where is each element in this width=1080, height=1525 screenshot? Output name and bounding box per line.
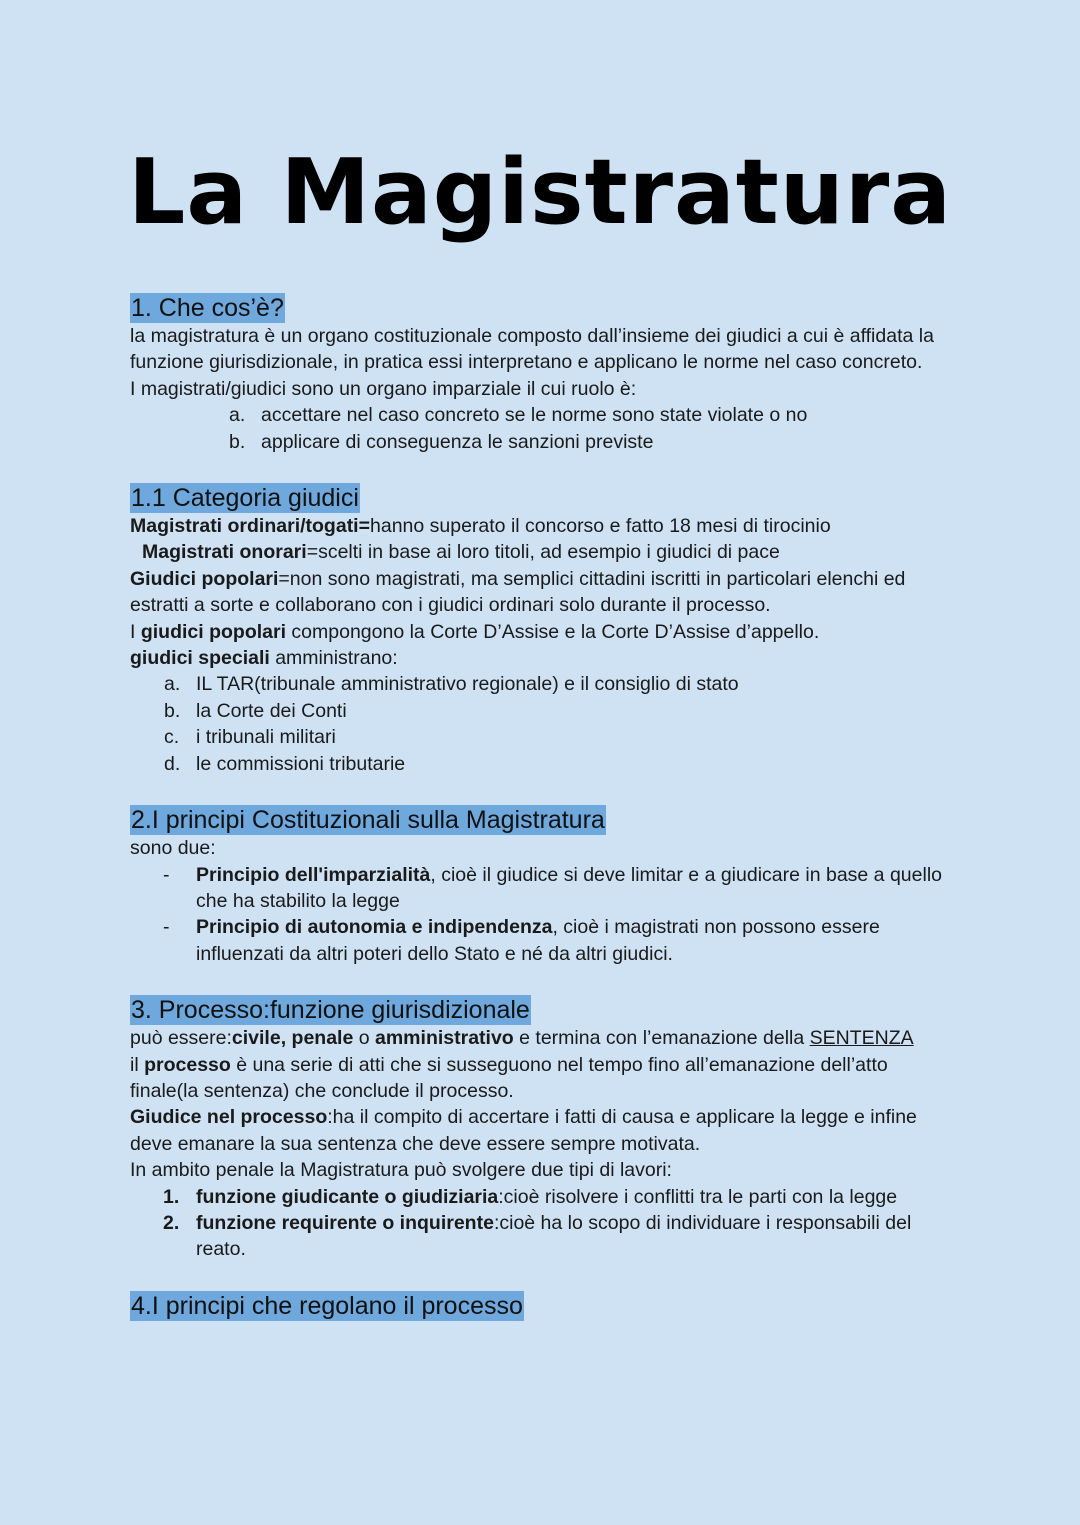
paragraph: può essere:civile, penale o amministrativo e termina con l’emanazione della SENTENZA xyxy=(130,1027,914,1050)
paragraph: I magistrati/giudici sono un organo imparziale il cui ruolo è: xyxy=(130,377,637,400)
list-item: d. le commissioni tributarie xyxy=(164,752,406,775)
list-item: c. i tribunali militari xyxy=(164,726,336,749)
paragraph: sono due: xyxy=(130,837,216,860)
special-judges-list xyxy=(164,671,950,777)
list-item: - Principio di autonomia e indipendenza, cioè i magistrati non possono essere influenzati da altri poteri dello Stato e né da altri giudici. xyxy=(163,916,880,965)
paragraph: la magistratura è un organo costituzionale composto dall’insieme dei giudici a cui è affidata la funzione giurisdizionale, in pratica essi interpretano e applicano le norme nel caso concreto. xyxy=(130,325,934,374)
paragraph: il processo è una serie di atti che si susseguono nel tempo fino all’emanazione dell’atto finale(la sentenza) che conclude il processo. xyxy=(130,1053,888,1102)
section-heading: 1. Che cos’è? xyxy=(131,294,284,322)
role-list xyxy=(229,402,950,455)
list-item: 1. funzione giudicante o giudiziaria:cioè risolvere i conflitti tra le parti con la legge xyxy=(163,1185,898,1208)
section-heading: 3. Processo:funzione giurisdizionale xyxy=(131,996,530,1025)
section-heading: 4.I principi che regolano il processo xyxy=(131,1291,523,1320)
list-item: b. applicare di conseguenza le sanzioni previste xyxy=(229,430,654,453)
page-title: La Magistratura xyxy=(128,140,952,245)
paragraph: Giudice nel processo:ha il compito di accertare i fatti di causa e applicare la legge e infine deve emanare la sua sentenza che deve essere sempre motivata. xyxy=(130,1106,917,1155)
paragraph: In ambito penale la Magistratura può svolgere due tipi di lavori: xyxy=(130,1159,672,1182)
section-heading: 2.I principi Costituzionali sulla Magistratura xyxy=(131,806,605,835)
functions-list xyxy=(163,1184,950,1263)
section-constitutional-principles xyxy=(130,805,950,967)
list-item: 2. funzione requirente o inquirente:cioè ha lo scopo di individuare i responsabili del reato. xyxy=(163,1211,912,1261)
document-body xyxy=(130,293,950,1321)
section-process-principles xyxy=(130,1291,950,1321)
section-heading: 1.1 Categoria giudici xyxy=(131,484,359,513)
paragraph: Giudici popolari=non sono magistrati, ma semplici cittadini iscritti in particolari elenchi ed estratti a sorte e collaborano con i giudici ordinari solo durante il processo. xyxy=(130,567,906,617)
paragraph: giudici speciali amministrano: xyxy=(130,647,398,670)
section-process xyxy=(130,995,950,1263)
paragraph: Magistrati ordinari/togati=hanno superato il concorso e fatto 18 mesi di tirocinio xyxy=(130,515,831,538)
paragraph: I giudici popolari compongono la Corte D’Assise e la Corte D’Assise d’appello. xyxy=(130,620,820,643)
section-judge-categories xyxy=(130,483,950,777)
principles-list xyxy=(163,862,950,968)
section-what-is xyxy=(130,293,950,455)
list-item: - Principio dell'imparzialità, cioè il giudice si deve limitar e a giudicare in base a quello che ha stabilito la legge xyxy=(163,863,942,912)
paragraph: Magistrati onorari=scelti in base ai loro titoli, ad esempio i giudici di pace xyxy=(142,541,780,564)
list-item: a. accettare nel caso concreto se le norme sono state violate o no xyxy=(229,404,808,427)
list-item: b. la Corte dei Conti xyxy=(164,699,347,722)
list-item: a. IL TAR(tribunale amministrativo regionale) e il consiglio di stato xyxy=(164,673,739,696)
